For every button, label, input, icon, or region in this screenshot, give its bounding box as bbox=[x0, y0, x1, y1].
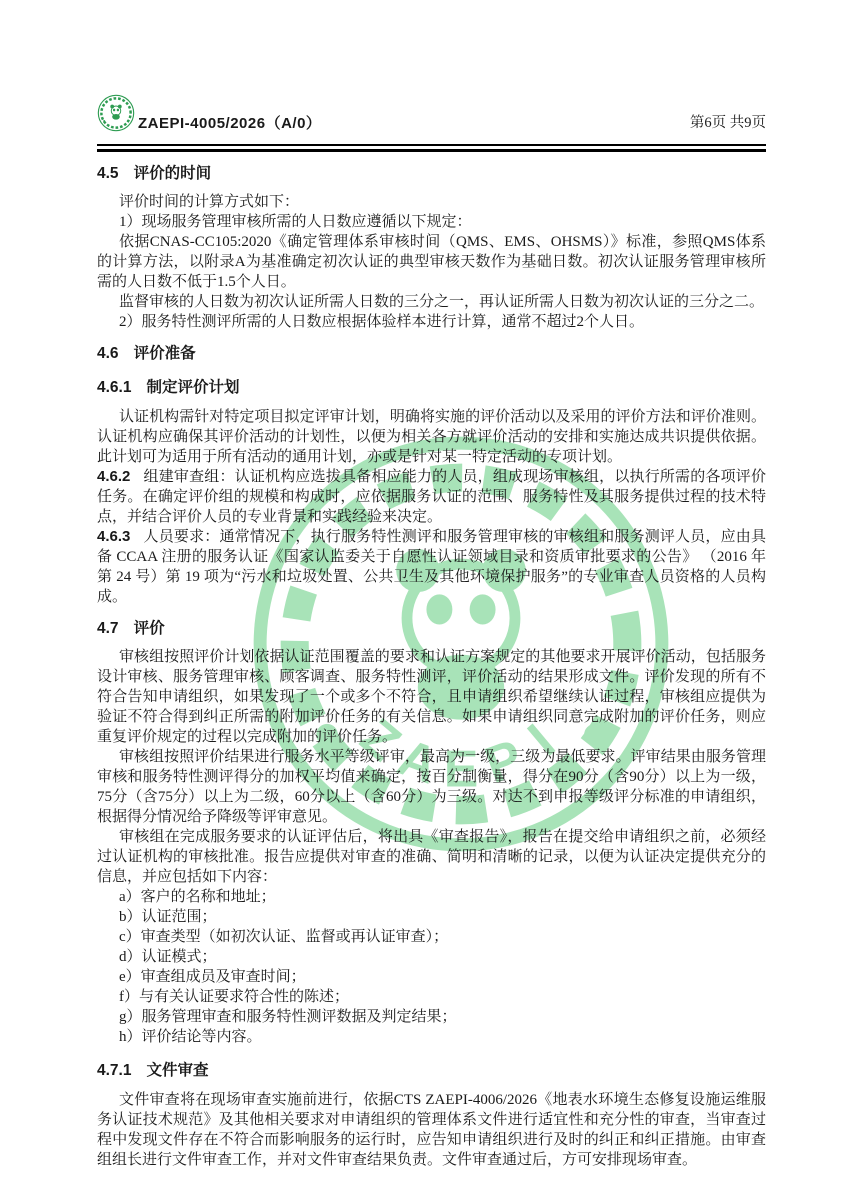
heading-number: 4.7.1 bbox=[97, 1062, 132, 1079]
paragraph: 监督审核的人日数为初次认证所需人日数的三分之一，再认证所需人日数为初次认证的三分之二。 bbox=[119, 294, 765, 310]
heading-title: 制定评价计划 bbox=[146, 379, 240, 396]
heading-4-5 bbox=[97, 164, 766, 184]
report-content-list bbox=[97, 887, 766, 1047]
heading-4-6-1 bbox=[97, 378, 766, 398]
list-item: d）认证模式； bbox=[119, 949, 217, 965]
header-rule bbox=[97, 144, 766, 152]
watermark-letter: P bbox=[477, 727, 530, 795]
paragraph: 依据CNAS-CC105:2020《确定管理体系审核时间（QMS、EMS、OHSMS）》标准，参照QMS体系的计算方法，以附录A为基准确定初次认证的典型审核天数作为基础日数。初次认证服务管理审核所需的人日数不低于1.5个人日。 bbox=[97, 234, 766, 290]
paragraph: 1）现场服务管理审核所需的人日数应遵循以下规定： bbox=[119, 214, 472, 230]
paragraph: 审核组按照评价结果进行服务水平等级评审，最高为一级，三级为最低要求。评审结果由服务管理审核和服务特性测评得分的加权平均值来确定，按百分制衡量，得分在90分（含90分）以上为一级，75分（含75分）以上为二级，60分以上（含60分）为三级。对达不到申报等级评分标准的申请组织，根据得分情况给予降级等评审意见。 bbox=[97, 749, 766, 825]
clause-text: 组建审查组：认证机构应选拔具备相应能力的人员，组成现场审核组，以执行所需的各项评价任务。在确定评价组的规模和构成时，应依据服务认证的范围、服务特性及其服务提供过程的技术特点，并结合评价人员的专业背景和实践经验来决定。 bbox=[97, 469, 766, 525]
list-item: f）与有关认证要求符合性的陈述； bbox=[119, 989, 349, 1005]
heading-4-6 bbox=[97, 344, 766, 364]
paragraph-4-6-3 bbox=[97, 527, 766, 607]
list-item: e）审查组成员及审查时间； bbox=[119, 969, 306, 985]
list-item: c）审查类型（如初次认证、监督或再认证审查）； bbox=[119, 929, 449, 945]
list-item: a）客户的名称和地址； bbox=[119, 889, 276, 905]
watermark-letter: E bbox=[443, 739, 479, 798]
list-item: g）服务管理审查和服务特性测评数据及判定结果； bbox=[119, 1009, 457, 1025]
watermark-letter: I bbox=[516, 712, 566, 767]
heading-number: 4.6.1 bbox=[97, 379, 132, 396]
heading-title: 评价的时间 bbox=[133, 165, 212, 182]
paragraph-4-6-2 bbox=[97, 467, 766, 527]
paragraph: 文件审查将在现场审查实施前进行，依据CTS ZAEPI-4006/2026《地表水环境生态修复设施运维服务认证技术规范》及其他相关要求对申请组织的管理体系文件进行适宜性和充分性的审查，当审查过程中发现文件存在不符合而影响服务的运行时，应告知申请组织进行及时的纠正和纠正措施。由审查组组长进行文件审查工作，并对文件审查结果负责。文件审查通过后，方可安排现场审查。 bbox=[97, 1092, 766, 1168]
heading-title: 文件审查 bbox=[146, 1062, 209, 1079]
clause-number: 4.6.2 bbox=[97, 468, 131, 485]
heading-4-7-1 bbox=[97, 1061, 766, 1081]
clause-text: 人员要求：通常情况下，执行服务特性测评和服务管理审核的审核组和服务测评人员，应由具备 CCAA 注册的服务认证《国家认监委关于自愿性认证领域目录和资质审批要求的公告》 （2016 年第 24 号）第 19 项为“污水和垃圾处置、公共卫生及其他环境保护服务”的专业审查人员资格的人员构成。 bbox=[97, 529, 766, 605]
paragraph: 审核组在完成服务要求的认证评估后，将出具《审查报告》，报告在提交给申请组织之前，必须经过认证机构的审核批准。报告应提供对审查的准确、简明和清晰的记录，以便为认证决定提供充分的信息，并应包括如下内容： bbox=[97, 829, 766, 885]
page-header bbox=[97, 94, 766, 132]
page-number: 第6页 共9页 bbox=[689, 115, 766, 131]
list-item: h）评价结论等内容。 bbox=[119, 1029, 262, 1045]
watermark-letter: A bbox=[390, 727, 446, 795]
heading-4-7 bbox=[97, 619, 766, 639]
watermark-letter: Z bbox=[350, 707, 412, 772]
document-code: ZAEPI-4005/2026（A/0） bbox=[138, 115, 322, 132]
header-left bbox=[97, 94, 321, 132]
heading-number: 4.5 bbox=[97, 165, 119, 182]
heading-title: 评价准备 bbox=[133, 345, 196, 362]
org-seal-icon bbox=[97, 94, 135, 132]
heading-number: 4.6 bbox=[97, 345, 119, 362]
paragraph: 认证机构需针对特定项目拟定评审计划，明确将实施的评价活动以及采用的评价方法和评价准则。认证机构应确保其评价活动的计划性，以便为相关各方就评价活动的安排和实施达成共识提供依据。此计划可为适用于所有活动的通用计划，亦或是针对某一特定活动的专项计划。 bbox=[97, 409, 766, 465]
heading-number: 4.7 bbox=[97, 620, 119, 637]
list-item: b）认证范围； bbox=[119, 909, 217, 925]
paragraph: 审核组按照评价计划依据认证范围覆盖的要求和认证方案规定的其他要求开展评价活动，包括服务设计审核、服务管理审核、顾客调查、服务特性测评，评价活动的结果形成文件。评价发现的所有不符合告知申请组织，如果发现了一个或多个不符合，且申请组织希望继续认证过程，审核组应提供为验证不符合得到纠正所需的附加评价任务的有关信息。如果申请组织同意完成附加的评价任务，则应重复评价规定的过程以完成附加的评价任务。 bbox=[97, 649, 766, 745]
heading-title: 评价 bbox=[133, 620, 165, 637]
paragraph: 评价时间的计算方式如下： bbox=[119, 194, 300, 210]
clause-number: 4.6.3 bbox=[97, 528, 131, 545]
paragraph: 2）服务特性测评所需的人日数应根据体验样本进行计算，通常不超过2个人日。 bbox=[119, 314, 645, 330]
document-content bbox=[0, 94, 848, 1170]
